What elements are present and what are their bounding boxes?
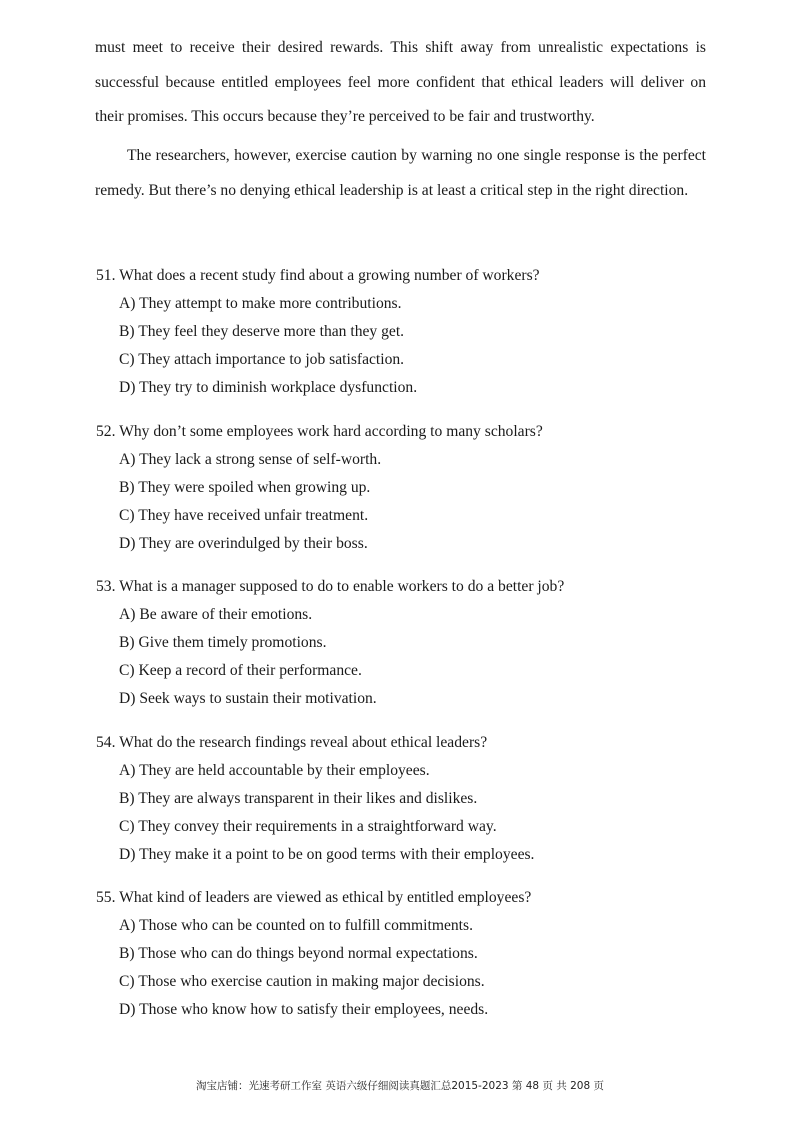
- option-b: B) Give them timely promotions.: [119, 634, 327, 651]
- passage-paragraph-2: The researchers, however, exercise caution by warning no one single response is the perfect remedy. But there’s no denying ethical leadership is at least a critical step in the right direction.: [95, 147, 706, 199]
- option-a: A) They lack a strong sense of self-worth.: [119, 451, 382, 468]
- question-54: [96, 729, 736, 869]
- question-stem: 51. What does a recent study find about a growing number of workers?: [96, 267, 540, 284]
- passage-paragraph-1: must meet to receive their desired rewards. This shift away from unrealistic expectations is successful because entitled employees feel more confident that ethical leaders will deliver on their promises. This occurs because they’re perceived to be fair and trustworthy.: [95, 39, 706, 125]
- answer-options: [96, 912, 736, 1024]
- option-c: C) Those who exercise caution in making major decisions.: [119, 973, 485, 990]
- question-55: [96, 884, 736, 1024]
- answer-options: [96, 601, 736, 713]
- question-51: [96, 262, 736, 402]
- option-a: A) They are held accountable by their employees.: [119, 762, 430, 779]
- option-c: C) They attach importance to job satisfaction.: [119, 351, 405, 368]
- answer-options: [96, 757, 736, 869]
- answer-options: [96, 290, 736, 402]
- option-a: A) They attempt to make more contributions.: [119, 295, 402, 312]
- option-c: C) Keep a record of their performance.: [119, 662, 362, 679]
- question-53: [96, 573, 736, 713]
- option-c: C) They convey their requirements in a straightforward way.: [119, 818, 497, 835]
- option-b: B) They are always transparent in their likes and dislikes.: [119, 790, 478, 807]
- option-d: D) They are overindulged by their boss.: [119, 535, 368, 552]
- option-b: B) They feel they deserve more than they get.: [119, 323, 405, 340]
- option-d: D) They try to diminish workplace dysfunction.: [119, 379, 418, 396]
- page-footer: 淘宝店铺：光速考研工作室 英语六级仔细阅读真题汇总2015-2023 第 48 页 共 208 页: [196, 1080, 604, 1092]
- option-b: B) Those who can do things beyond normal expectations.: [119, 945, 478, 962]
- option-d: D) Those who know how to satisfy their employees, needs.: [119, 1001, 489, 1018]
- option-d: D) They make it a point to be on good terms with their employees.: [119, 846, 535, 863]
- option-a: A) Those who can be counted on to fulfill commitments.: [119, 917, 473, 934]
- option-b: B) They were spoiled when growing up.: [119, 479, 371, 496]
- option-d: D) Seek ways to sustain their motivation.: [119, 690, 377, 707]
- question-stem: 55. What kind of leaders are viewed as ethical by entitled employees?: [96, 889, 532, 906]
- question-stem: 53. What is a manager supposed to do to enable workers to do a better job?: [96, 578, 565, 595]
- question-stem: 52. Why don’t some employees work hard according to many scholars?: [96, 423, 543, 440]
- option-c: C) They have received unfair treatment.: [119, 507, 369, 524]
- option-a: A) Be aware of their emotions.: [119, 606, 313, 623]
- answer-options: [96, 446, 736, 558]
- question-52: [96, 418, 736, 558]
- question-stem: 54. What do the research findings reveal about ethical leaders?: [96, 734, 488, 751]
